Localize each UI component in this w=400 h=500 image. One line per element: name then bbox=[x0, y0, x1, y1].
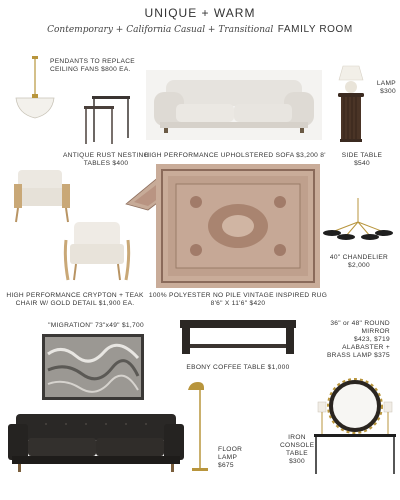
lamp-label-line1: LAMP bbox=[376, 80, 396, 87]
chair-image-top bbox=[12, 164, 74, 224]
nesting-tables-label-line1: ANTIQUE RUST NESTING bbox=[62, 152, 150, 159]
sofa-label bbox=[140, 152, 330, 160]
rug-label bbox=[148, 292, 328, 308]
lamp-label-line2: $300 bbox=[380, 88, 396, 95]
coffee-table-label-line1: EBONY COFFEE TABLE $1,000 bbox=[186, 364, 290, 371]
floor-lamp-label-line3: $675 bbox=[218, 462, 234, 469]
mirror-console-image bbox=[312, 372, 398, 478]
mirror-label bbox=[300, 320, 390, 360]
chair-label-line2: CHAIR W/ GOLD DETAIL $1,900 EA. bbox=[15, 300, 135, 307]
floor-lamp-label-line2: LAMP bbox=[218, 454, 238, 461]
mirror-label-line5: BRASS LAMP $375 bbox=[326, 352, 390, 359]
coffee-table-label bbox=[176, 364, 300, 372]
pendant-label-line1: PENDANTS TO REPLACE bbox=[50, 58, 135, 65]
rug-label-line1: 100% POLYESTER NO PILE VINTAGE INSPIRED RUG bbox=[148, 292, 328, 299]
coffee-table-image bbox=[178, 318, 298, 356]
rug-image bbox=[156, 164, 320, 288]
style-descriptor: Contemporary + California Casual + Transitional bbox=[47, 25, 274, 35]
side-table-label-line1: SIDE TABLE bbox=[341, 152, 383, 159]
pendant-label-line2: CEILING FANS $800 EA. bbox=[50, 66, 131, 73]
console-label-line1: IRON bbox=[288, 434, 306, 441]
chair-label bbox=[0, 292, 150, 308]
console-label-line2: CONSOLE bbox=[280, 442, 315, 449]
chandelier-label-line1: 40" CHANDELIER bbox=[329, 254, 389, 261]
nesting-tables-image bbox=[82, 94, 136, 146]
lamp-label bbox=[362, 80, 396, 96]
side-table-label-line2: $540 bbox=[354, 160, 370, 167]
floor-lamp-image bbox=[184, 380, 214, 474]
chandelier-label-line2: $2,000 bbox=[348, 262, 370, 269]
side-table-label bbox=[334, 152, 390, 168]
page-subtitle bbox=[0, 19, 400, 37]
rug-label-line2: 8'6" X 11'6" $420 bbox=[210, 300, 266, 307]
chair-label-line1: HIGH PERFORMANCE CRYPTON + TEAK bbox=[6, 292, 144, 299]
room-name: FAMILY ROOM bbox=[277, 24, 353, 35]
lamp-side-table-image bbox=[334, 60, 368, 146]
artwork-image bbox=[42, 334, 144, 400]
pendant-label bbox=[50, 58, 150, 74]
page-title: UNIQUE + WARM bbox=[144, 6, 256, 20]
nesting-tables-label-line2: TABLES $400 bbox=[83, 160, 129, 167]
floor-lamp-label bbox=[218, 446, 258, 470]
artwork-label bbox=[36, 322, 156, 330]
sofa-image bbox=[146, 70, 322, 140]
console-label-line3: TABLE bbox=[286, 450, 308, 457]
console-label bbox=[280, 434, 314, 466]
artwork-label-line1: "MIGRATION" 73"x49" $1,700 bbox=[48, 322, 144, 329]
console-label-line4: $300 bbox=[289, 458, 305, 465]
mirror-label-line4: ALABASTER + bbox=[342, 344, 390, 351]
mirror-label-line1: 36" or 48" ROUND bbox=[330, 320, 390, 327]
mirror-label-line3: $423, $719 bbox=[353, 336, 390, 343]
mirror-label-line2: MIRROR bbox=[361, 328, 390, 335]
chandelier-image bbox=[322, 198, 394, 248]
leather-sofa-image bbox=[6, 408, 186, 478]
chandelier-label bbox=[326, 254, 392, 270]
sofa-label-line1: HIGH PERFORMANCE UPHOLSTERED SOFA $3,200 8' bbox=[144, 152, 326, 159]
floor-lamp-label-line1: FLOOR bbox=[218, 446, 243, 453]
chair-image-bottom bbox=[62, 218, 132, 284]
